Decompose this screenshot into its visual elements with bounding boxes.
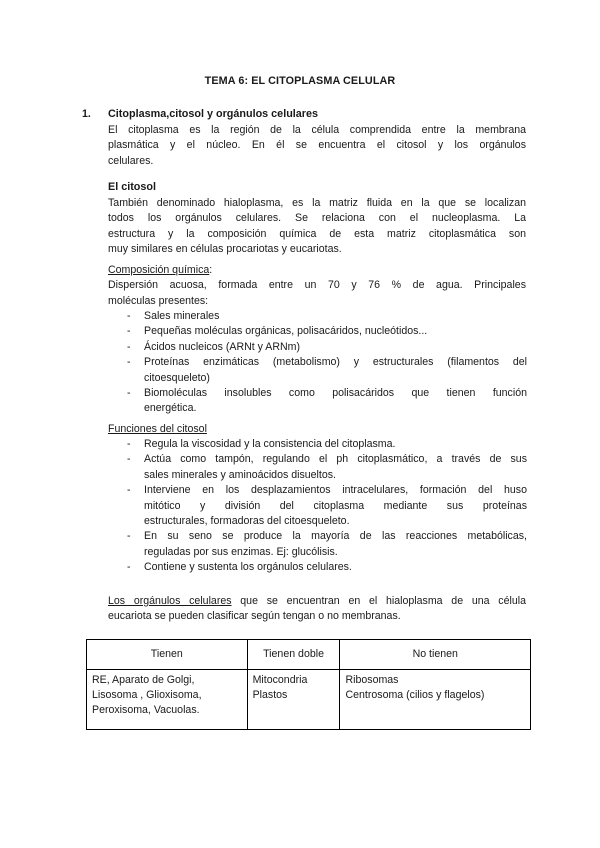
column-header: Tienen doble bbox=[247, 640, 340, 670]
organulos-paragraph bbox=[108, 594, 526, 625]
section-number: 1. bbox=[82, 108, 91, 120]
list-item: - Biomoléculas insolubles como polisacáridos que tienen función energética. bbox=[127, 387, 527, 415]
text-line: muy similares en células procariotas y eucariotas. bbox=[108, 243, 342, 256]
label-colon: : bbox=[209, 264, 213, 276]
list-item: - Interviene en los desplazamientos intracelulares, formación del huso mitótico y división del citoplasma mediante sus proteínas estructurales, formadoras del citoesqueleto. bbox=[127, 484, 527, 528]
citosol-paragraph bbox=[108, 196, 526, 258]
list-item: - Contiene y sustenta los orgánulos celulares. bbox=[127, 561, 352, 574]
funciones-list bbox=[127, 437, 527, 576]
text-line: eucariota se pueden clasificar según tengan o no membranas. bbox=[108, 610, 401, 623]
composicion-label-line bbox=[108, 263, 526, 278]
list-item: - Pequeñas moléculas orgánicas, polisacáridos, nucleótidos... bbox=[127, 325, 428, 338]
funciones-label: Funciones del citosol bbox=[108, 423, 207, 435]
text-line: Los orgánulos celulares que se encuentran en el hialoplasma de una célula bbox=[108, 595, 526, 607]
text-line: moléculas presentes: bbox=[108, 294, 209, 307]
organelles-table bbox=[86, 639, 531, 730]
list-item: - Actúa como tampón, regulando el ph citoplasmático, a través de sus sales minerales y aminoácidos disueltos. bbox=[127, 453, 527, 481]
text-line: Dispersión acuosa, formada entre un 70 y 76 % de agua. Principales bbox=[108, 279, 526, 292]
text-line: estructura y la composición química de esta matriz citoplasmática son bbox=[108, 227, 526, 240]
list-item: - Sales minerales bbox=[127, 310, 220, 322]
list-item: - En su seno se produce la mayoría de las reacciones metabólicas, reguladas por sus enzimas. Ej: glucólisis. bbox=[127, 530, 527, 558]
list-item: - Proteínas enzimáticas (metabolismo) y estructurales (filamentos del citoesqueleto) bbox=[127, 356, 527, 384]
text-line: plasmática y el núcleo. En él se encuentra el citosol y los orgánulos bbox=[108, 139, 526, 152]
composicion-paragraph bbox=[108, 263, 526, 309]
table-row bbox=[87, 670, 531, 730]
section-title: Citoplasma,citosol y orgánulos celulares bbox=[108, 108, 319, 120]
text-line: celulares. bbox=[108, 154, 154, 167]
organulos-label: Los orgánulos celulares bbox=[108, 595, 232, 607]
column-header: No tienen bbox=[340, 640, 531, 670]
text-line: todos los orgánulos celulares. Se relaciona con el nucleoplasma. La bbox=[108, 212, 526, 225]
table-cell: Ribosomas Centrosoma (cilios y flagelos) bbox=[340, 670, 531, 730]
composicion-list bbox=[127, 309, 527, 417]
funciones-heading bbox=[108, 422, 526, 437]
page-title: TEMA 6: EL CITOPLASMA CELULAR bbox=[204, 75, 396, 87]
text-line: También denominado hialoplasma, es la matriz fluida en la que se localizan bbox=[108, 197, 526, 209]
table-cell: RE, Aparato de Golgi, Lisosoma , Glioxisoma, Peroxisoma, Vacuolas. bbox=[87, 670, 248, 730]
list-item: - Regula la viscosidad y la consistencia del citoplasma. bbox=[127, 438, 396, 450]
citosol-heading: El citosol bbox=[108, 181, 156, 193]
list-item: - Ácidos nucleicos (ARNt y ARNm) bbox=[127, 340, 301, 353]
composicion-label: Composición química bbox=[108, 264, 210, 276]
column-header: Tienen bbox=[87, 640, 248, 670]
section-intro bbox=[108, 123, 526, 169]
table-cell: Mitocondria Plastos bbox=[247, 670, 340, 730]
text-line: El citoplasma es la región de la célula comprendida entre la membrana bbox=[108, 124, 526, 136]
table-header-row bbox=[87, 640, 531, 670]
